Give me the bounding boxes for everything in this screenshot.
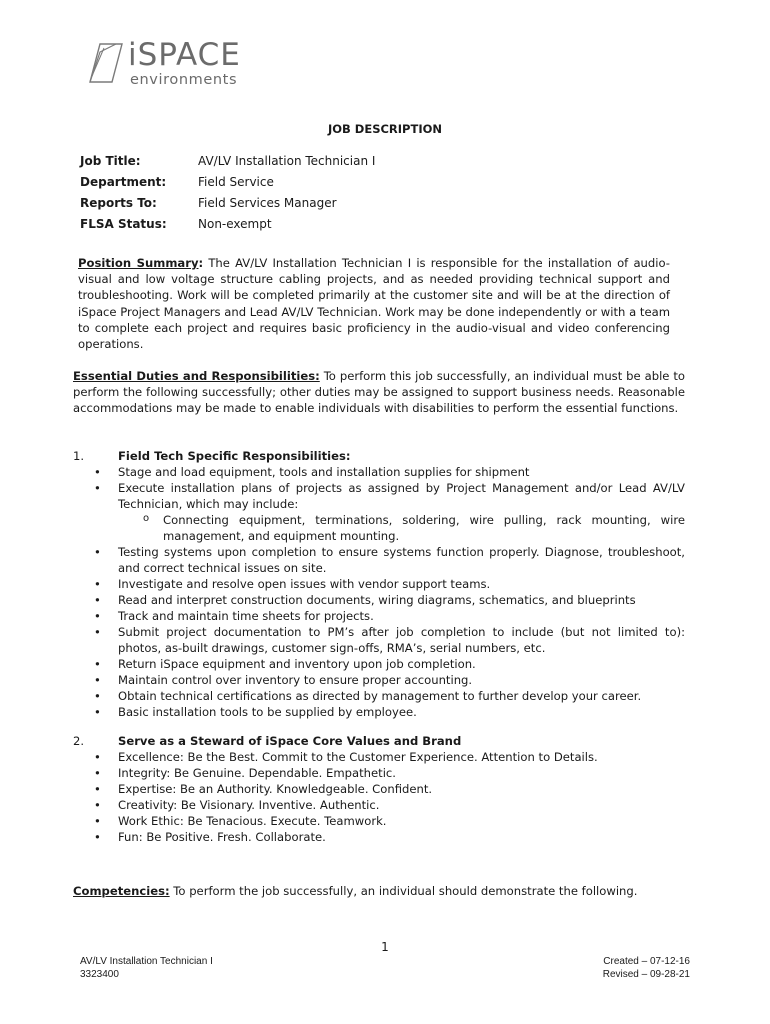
footer-doc-id: 3323400 — [80, 969, 119, 980]
section-number: 1. — [73, 449, 85, 463]
list-item: • Expertise: Be an Authority. Knowledgeable. Confident. — [73, 781, 685, 797]
position-summary-text: The AV/LV Installation Technician I is responsible for the installation of audio-visual and low voltage structure cabling projects, and as needed providing technical support and troubleshooting. Work will be completed primarily at the customer site and will be at the direction of iSpace Project Managers and Lead AV/LV Technician. Work may be done independently or with a team to complete each project and requires basic proficiency in the audio-visual and video conferencing operations. — [78, 256, 670, 352]
logo-subtitle: environments — [130, 72, 238, 88]
footer-left — [80, 955, 213, 981]
list-item-text: Execute installation plans of projects as assigned by Project Management and/or Lead AV/LV Technician, which may include: — [118, 481, 685, 511]
meta-value: AV/LV Installation Technician I — [198, 154, 376, 168]
meta-label: FLSA Status: — [80, 217, 167, 231]
list-item: • Basic installation tools to be supplied by employee. — [73, 704, 685, 720]
list-item: • Read and interpret construction documents, wiring diagrams, schematics, and blueprints — [73, 592, 685, 608]
footer-revised: Revised – 09-28-21 — [602, 969, 690, 980]
logo-mark-icon — [86, 40, 126, 86]
list-item: • Work Ethic: Be Tenacious. Execute. Teamwork. — [73, 813, 685, 829]
page-number: 1 — [381, 940, 389, 954]
meta-row-reports-to — [80, 196, 375, 217]
document-title: JOB DESCRIPTION — [327, 122, 443, 136]
meta-label: Department: — [80, 175, 167, 189]
list-item: • Submit project documentation to PM’s after job completion to include (but not limited to): photos, as-built drawings, customer sign-offs, RMA’s, serial numbers, etc. — [73, 624, 685, 656]
competencies-heading: Competencies: — [73, 884, 170, 898]
meta-label: Job Title: — [80, 154, 141, 168]
list-item: • Excellence: Be the Best. Commit to the Customer Experience. Attention to Details. — [73, 749, 685, 765]
competencies-text: To perform the job successfully, an individual should demonstrate the following. — [169, 884, 638, 898]
meta-row-job-title — [80, 154, 375, 175]
section-heading — [73, 733, 685, 749]
section-number: 2. — [73, 734, 85, 748]
list-item: • Integrity: Be Genuine. Dependable. Empathetic. — [73, 765, 685, 781]
meta-label: Reports To: — [80, 196, 157, 210]
logo-name: iSPACE — [128, 37, 241, 73]
section-core-values — [73, 733, 685, 845]
section-heading — [73, 448, 685, 464]
company-logo — [86, 38, 256, 94]
core-values-list — [73, 749, 685, 845]
meta-row-flsa-status — [80, 217, 375, 238]
sub-list — [118, 512, 685, 544]
meta-value: Field Services Manager — [198, 196, 337, 210]
list-item: • Obtain technical certifications as directed by management to further develop your career. — [73, 688, 685, 704]
list-item: • Testing systems upon completion to ensure systems function properly. Diagnose, troubleshoot, and correct technical issues on site. — [73, 544, 685, 576]
list-item: • Creativity: Be Visionary. Inventive. Authentic. — [73, 797, 685, 813]
essential-duties-text: To perform this job successfully, an individual must be able to perform the following successfully; other duties may be assigned to support business needs. Reasonable accommodations may be made to enable individuals with disabilities to perform the essential functions. — [73, 369, 685, 416]
list-item — [73, 480, 685, 544]
essential-duties-heading: Essential Duties and Responsibilities: — [73, 369, 320, 383]
list-item: • Stage and load equipment, tools and installation supplies for shipment — [73, 464, 685, 480]
sub-list-item: o Connecting equipment, terminations, soldering, wire pulling, rack mounting, wire management, and equipment mounting. — [118, 512, 685, 544]
footer-created: Created – 07-12-16 — [603, 956, 690, 967]
list-item: • Investigate and resolve open issues with vendor support teams. — [73, 576, 685, 592]
list-item: • Fun: Be Positive. Fresh. Collaborate. — [73, 829, 685, 845]
list-item: • Track and maintain time sheets for projects. — [73, 608, 685, 624]
section-title: Field Tech Specific Responsibilities: — [118, 449, 351, 463]
footer-doc-name: AV/LV Installation Technician I — [80, 956, 213, 967]
responsibility-list — [73, 464, 685, 720]
list-item: • Return iSpace equipment and inventory upon job completion. — [73, 656, 685, 672]
list-item: • Maintain control over inventory to ensure proper accounting. — [73, 672, 685, 688]
competencies — [73, 883, 685, 899]
section-field-tech — [73, 448, 685, 720]
job-meta — [80, 154, 375, 238]
position-summary — [78, 255, 670, 352]
essential-duties — [73, 368, 685, 417]
position-summary-heading: Position Summary — [78, 256, 199, 270]
meta-value: Non-exempt — [198, 217, 272, 231]
footer-right — [603, 955, 690, 981]
position-summary-colon: : — [198, 256, 204, 270]
section-title: Serve as a Steward of iSpace Core Values and Brand — [118, 734, 462, 748]
meta-row-department — [80, 175, 375, 196]
meta-value: Field Service — [198, 175, 274, 189]
